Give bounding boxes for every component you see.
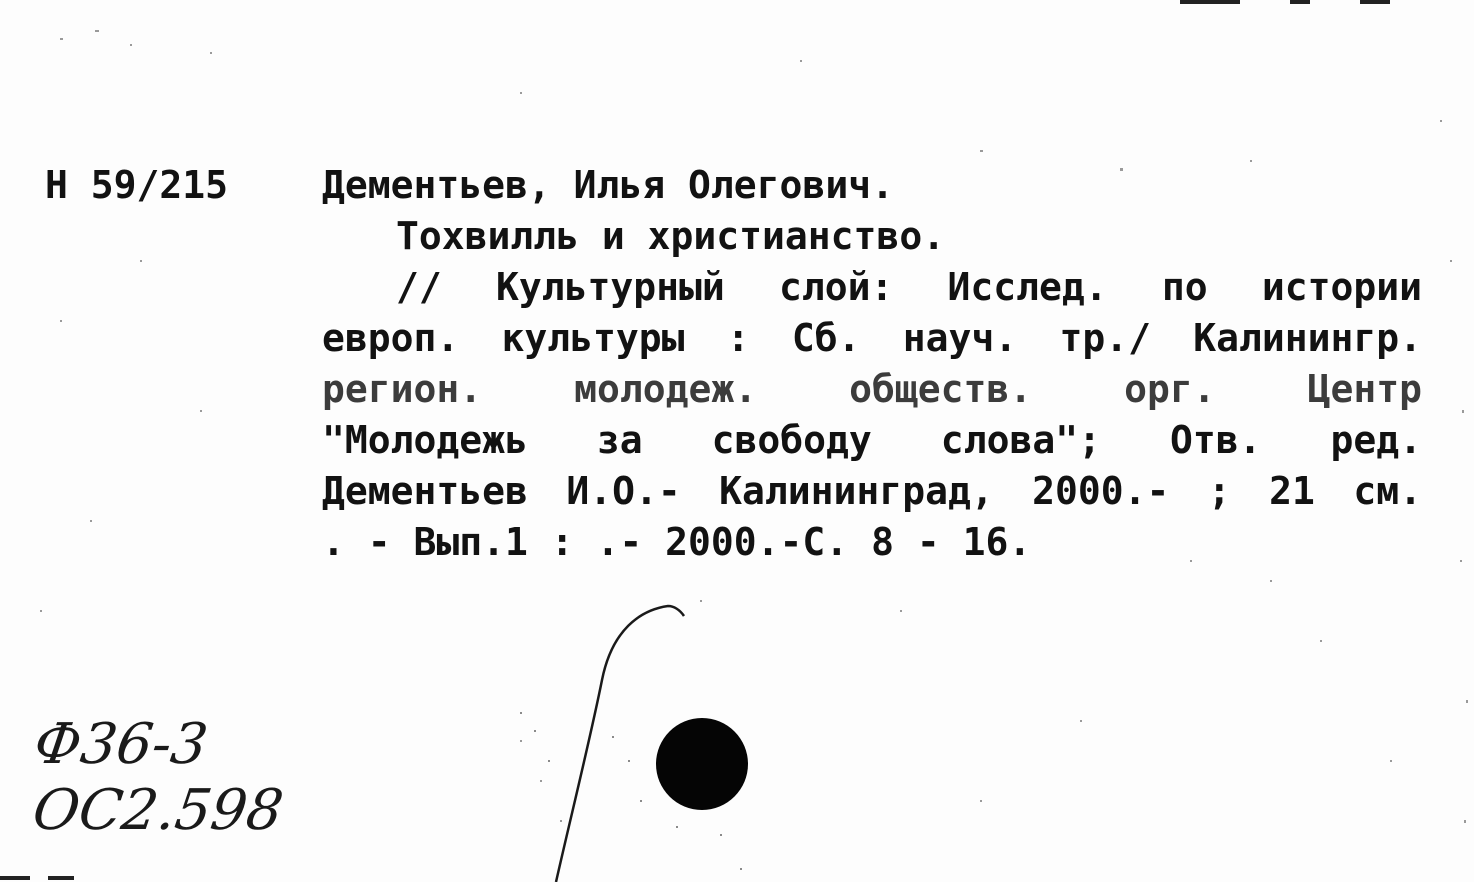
source-line-2: европ. культуры : Сб. науч. тр./ Калинингр. [322, 316, 1422, 360]
title-line: Тохвилль и христианство. [396, 214, 946, 258]
shelfmark: Н 59/215 [45, 163, 229, 207]
imprint-line: Дементьев И.О.- Калининград, 2000.- ; 21 см. [322, 469, 1422, 513]
source-line-3: регион. молодеж. обществ. орг. Центр [322, 367, 1422, 411]
source-line-1: // Культурный слой: Исслед. по истории [396, 265, 1422, 309]
handwritten-code-2: ОС2.598 [28, 778, 288, 843]
source-line-4: "Молодежь за свободу слова"; Отв. ред. [322, 418, 1422, 462]
volume-pages-line: . - Вып.1 : .- 2000.-С. 8 - 16. [322, 520, 1032, 564]
handwritten-code-1: Ф36-3 [30, 712, 212, 777]
author-line: Дементьев, Илья Олегович. [322, 163, 894, 207]
punch-hole [656, 718, 748, 810]
